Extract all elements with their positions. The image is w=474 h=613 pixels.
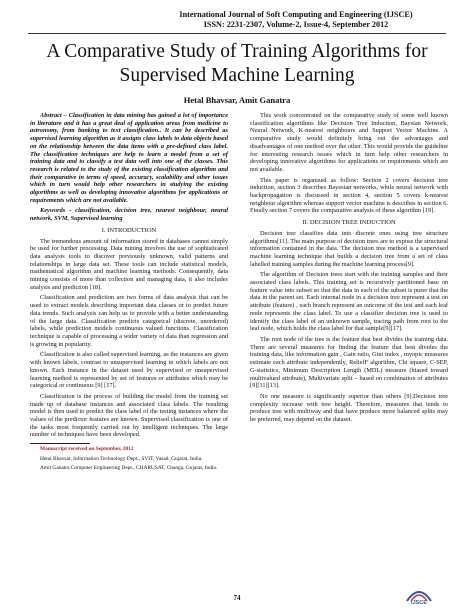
paper-authors: Hetal Bhavsar, Amit Ganatra <box>183 95 291 105</box>
paragraph: Classification and prediction are two forms of data analysis that can be used to extract models describing important data classes or to predict future data trends. Such analysis can help us to provide with a better understanding of the large data. Classification predicts categorical (discrete, unordered) labels, while prediction models continuous valued functions. Classification technique is capable of processing a wider variety of data than regression and is growing in popularity. <box>30 294 228 348</box>
paragraph: This work concentrated on the comparative study of some well known classification algorithms like Decision Tree Induction, Baysian Network, Neural Network, K-nearest neighbours and Support Vector Machine. A comparative study would definitely bring out the advantages and disadvantages of one method over the other. This would provide the guideline for interesting research issues which in turn help other researchers in developing innovative algorithms for applications or requirements which are not available. <box>250 112 448 173</box>
abstract: Abstract – Classification in data mining has gained a lot of importance in literature and it has a great deal of application areas from medicine to astronomy, from banking to text classification.. It can be described as supervised learning algorithm as it assigns class labels to data objects based on the relationship between the data items with a pre-defined class label. The classification techniques are help to learn a model from a set of training data and to classify a test data well into one of the classes. This research is related to the study of the existing classification algorithm and their comparative in terms of speed, accuracy, scalability and other issues which in turn would help other researchers in studying the existing algorithms as well as developing innovative algorithms for applications or requirements which are not available. <box>30 112 228 204</box>
left-column <box>30 112 228 475</box>
footnote-received <box>30 446 228 453</box>
footnote-rule <box>30 443 90 444</box>
paper-title: A Comparative Study of Training Algorithms for Supervised Machine Learning <box>46 41 428 86</box>
right-column <box>250 112 448 427</box>
manuscript-received: Manuscript received on September, 2012 <box>40 446 134 453</box>
logo-text: IJSCE <box>411 600 427 605</box>
paragraph: This paper is organized as follow: Section 2 covers decision tree induction, section 3 describes Bayesian networks, while neural network with backpropagation is discussed in section 4, section 5 covers k-nearest neighbour algorithm whereas support vector machine is describes in section 6. Finally section 7 covers the comparative analysis of these algorithm [19]. <box>250 176 448 215</box>
keywords: Keywords - classification, decision tree, nearest neighbour, neural network, SVM, Supervised learning <box>30 207 228 223</box>
paragraph: The algorithm of Decision trees start with the training samples and their associated class labels. This training set is recursively partitioned base on feature value into subset so that the data in each of the subset is purer that the data in the parent set. Each internal node in a decision tree represent a test on attribute (feature) , each branch represent an outcome of the test and each leaf node represents the class label. To use a classifier decision tree is used to identify the class label of an unknown sample, tracing path from root to the leaf node, which holds the class label for that sample[9][17]. <box>250 271 448 333</box>
paragraph: The tremendous amount of information stored in databases cannot simply be used for further processing. Data mining involves the use of sophisticated data analysis tools to discover previously unknown, valid patterns and relationships in large data set. These tools can include statistical models, mathematical algorithm and machine learning methods. Consequently, data mining consists of more than collection and managing data, it also includes analysis and prediction [18]. <box>30 237 228 291</box>
paragraph: No one measure is significantly superior than others [9].Decision tree complexity increase with tree height. Therefore, measures that tends to produce tree with multiway and that have produce more balanced splits may be preferred, may depend on the dataset. <box>250 392 448 424</box>
section-heading-introduction: I. INTRODUCTION <box>101 226 157 234</box>
page-number: 74 <box>233 594 241 602</box>
header-rule <box>28 33 446 34</box>
section-heading-decision-tree: II. DECISION TREE INDUCTION <box>302 219 396 227</box>
journal-issn: ISSN: 2231-2307, Volume-2, Issue-4, September 2012 <box>203 20 389 29</box>
journal-name: International Journal of Soft Computing and Engineering (IJSCE) <box>179 10 413 19</box>
ijsce-logo <box>404 581 434 605</box>
footnote-author-1: Hetal Bhavsar, Information Technology Dept., SVIT, Vasad, Gujarat, India. <box>40 455 203 462</box>
paragraph: Decision tree classifies data into discrete ones using tree structure algorithms[11]. The main purpose of decision trees are to expose the structural information contained in the data. The decision tree method is a supervised machine learning technique that builds a decision tree from a set of class labelled training samples during the machine learning process[9]. <box>250 229 448 268</box>
footnote-author-2: Amit Ganatra Computer Engineering Dept., CHARUSAT, Changa, Gujarat, India. <box>40 465 218 472</box>
paragraph: Classification is also called supervised learning, as the instances are given with known labels, contrast to unsupervised learning in which labels are not known. Each instance in the dataset used by supervised or unsupervised learning method is represented by set of features or attributes which may be categorical or continuous [9] [17]. <box>30 351 228 390</box>
journal-header <box>146 10 446 30</box>
paragraph: Classification is the process of building the model from the training set made up of database instances and associated class labels. The resulting model is then used to predict the class label of the testing instances where the values of the predictor features are known. Supervised classification is one of the tasks most frequently carried out by intelligent techniques. The large number of techniques have been developed. <box>30 392 228 439</box>
paragraph: The root node of the tree is the feature that best divides the training data. There are several measures for finding the feature that best divides the training data, like information gain , Gain ratio, Gini index , myopic measures estimate each attribute independently, ReliefF algorithm, Chi square, C-SEP, G-statistics, Minimum Description Length (MDL) measure (biased toward multivalued attribute), Multivariate split – based on combination of attributes [9][11][13]. <box>250 335 448 390</box>
